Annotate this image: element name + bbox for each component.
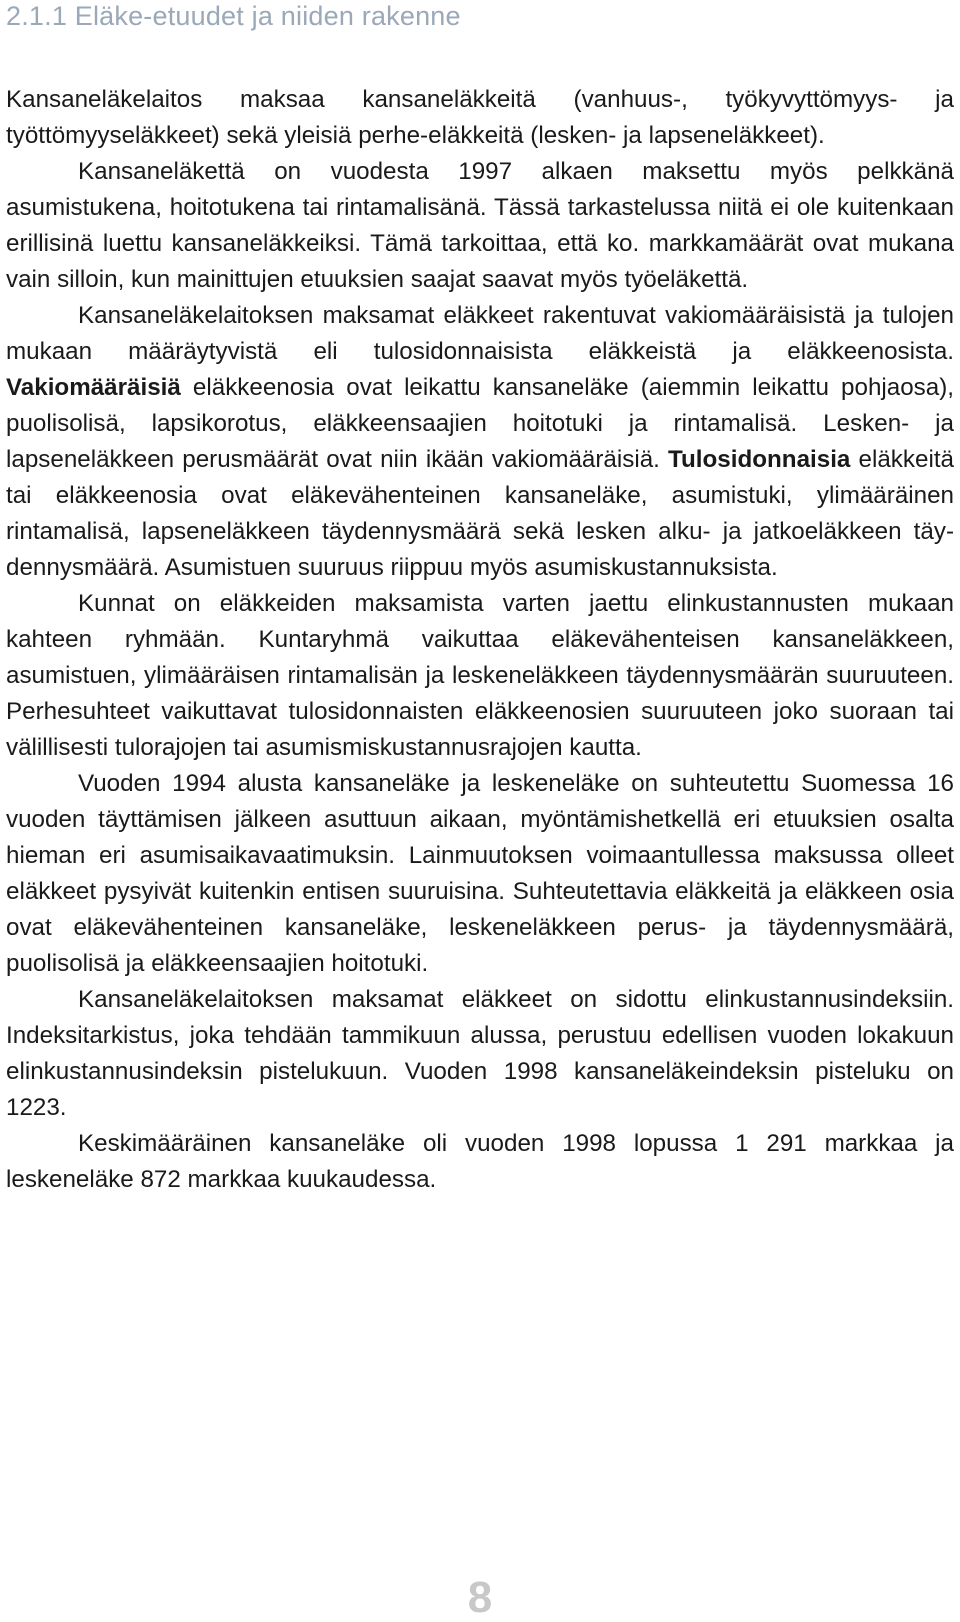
- paragraph-municipalities: Kunnat on eläkkeiden maksamista varten jaettu elinkustannusten mukaan kahteen ryhmään. Kuntaryhmä vaikuttaa eläkevähenteisen kansaneläkkeen, asumistuen, ylimääräisen rintamalisän ja leskeneläkkeen täydennysmäärän suuruuteen. Perhesuhteet vaikuttavat tulosidonnaisten eläkkeenosien suuruuteen joko suoraan tai välillisesti tulorajojen tai asumismiskustannusrajojen kautta.: [6, 590, 954, 761]
- paragraph-average-pension: Keskimääräinen kansaneläke oli vuoden 1998 lopussa 1 291 markkaa ja leskeneläke 872 markkaa kuukaudessa.: [6, 1130, 954, 1193]
- paragraph-intro: Kansaneläkelaitos maksaa kansaneläkkeitä (vanhuus-, työkyvyttömyys- ja työttömyyseläkkeet) sekä yleisiä perhe-eläkkeitä (lesken- ja lapseneläkkeet).: [6, 86, 954, 149]
- document-page: [6, 0, 954, 1198]
- text-span: Kansaneläkelaitoksen maksamat eläkkeet rakentuvat vakiomääräisistä ja tulojen mukaan määräytyvistä eli tulosidonnaisista eläkkeistä ja eläkkeenosista.: [6, 302, 954, 365]
- paragraph-pension-structure: [6, 298, 954, 586]
- paragraph-housing-allowance: Kansaneläkettä on vuodesta 1997 alkaen maksettu myös pelkkänä asumistukena, hoitotukena tai rintamalisänä. Tässä tarkastelussa niitä ei ole kuitenkaan erillisinä luettu kansaneläkkeiksi. Tämä tarkoittaa, että ko. markkamäärät ovat mukana vain silloin, kun mainittujen etuuksien saajat saavat myös työeläkettä.: [6, 158, 954, 293]
- paragraph-index: Kansaneläkelaitoksen maksamat eläkkeet on sidottu elinkustannusindeksiin. Indeksitarkistus, joka tehdään tammikuun alussa, perustuu edellisen vuoden lokakuun elinkustannusindeksin pistelukuun. Vuoden 1998 kansaneläkeindeksin pisteluku on 1223.: [6, 986, 954, 1121]
- bold-term-income-based: Tulosidonnaisia: [668, 446, 851, 473]
- section-heading: 2.1.1 Eläke-etuudet ja niiden rakenne: [6, 1, 461, 31]
- paragraph-residence-time: Vuoden 1994 alusta kansaneläke ja leskeneläke on suhteutettu Suomessa 16 vuoden täyttämisen jälkeen asuttuun aikaan, myöntämishetkellä eri etuuksien osalta hieman eri asumisaikavaatimuksin. Lainmuutoksen voimaantullessa maksussa olleet eläkkeet pysyivät kuitenkin entisen suuruisina. Suhteutettavia eläkkeitä ja eläkkeen osia ovat eläkevähenteinen kansaneläke, leskeneläkkeen perus- ja täydennysmäärä, puolisolisä ja eläkkeensaajien hoitotuki.: [6, 770, 954, 977]
- text-span: eläkkeitä tai eläkkeenosia ovat eläkevähenteinen kansaneläke, asumistuki, ylimääräinen rintamalisä, lapseneläkkeen täydennysmäärä sekä lesken alku- ja jatkoeläkkeen täydennysmäärä. Asumistuen suuruus riippuu myös asumiskustannuksista.: [6, 446, 954, 581]
- bold-term-fixed: Vakiomääräisiä: [6, 374, 181, 401]
- text-span: eläkkeenosia ovat leikattu kansaneläke (aiemmin leikattu pohjaosa), puolisolisä, lapsikorotus, eläkkeensaajien hoitotuki ja rintamalisä. Lesken- ja lapseneläkkeen perusmäärät ovat niin ikään vakiomääräisiä.: [6, 374, 954, 473]
- page-number: 8: [467, 1573, 493, 1622]
- body-text: [6, 82, 954, 1198]
